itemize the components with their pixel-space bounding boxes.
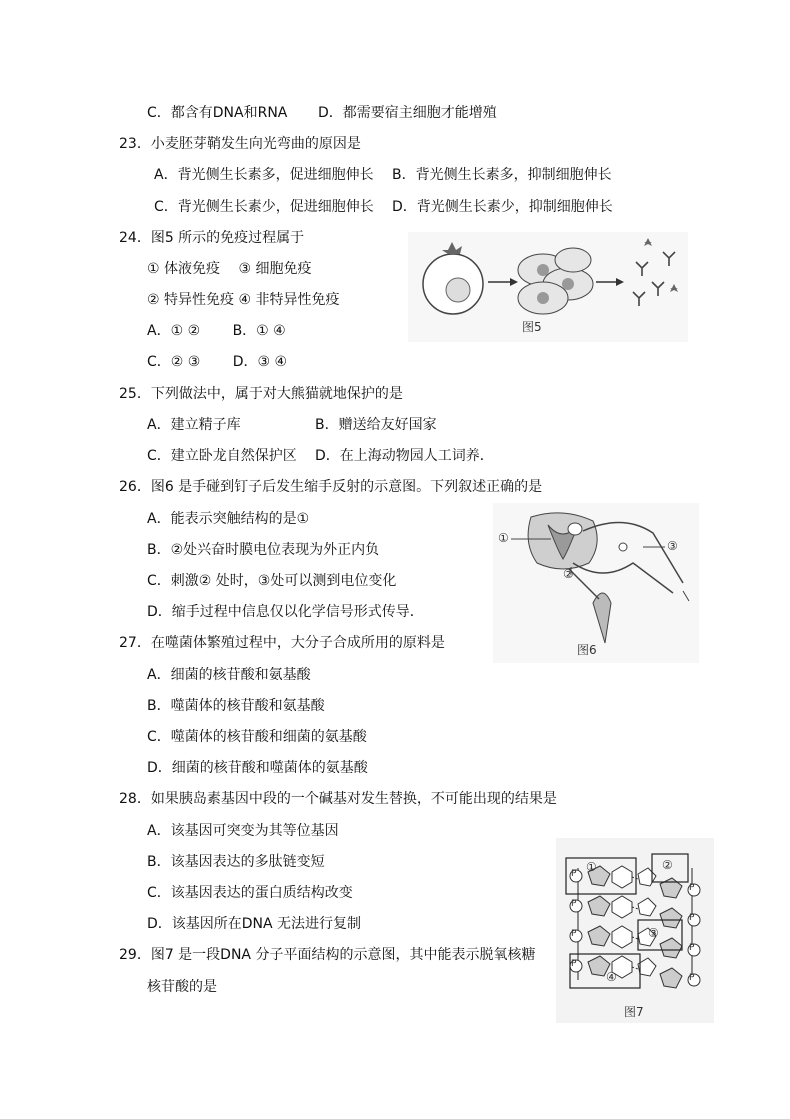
figure-7-drawing xyxy=(556,838,714,1023)
figure-7-p-2: P xyxy=(571,899,577,909)
q27-option-b: B．噬菌体的核苷酸和氨基酸 xyxy=(147,698,325,714)
q24-options-cd: C．② ③ D．③ ④ xyxy=(147,354,288,370)
q25-option-b: B．赠送给友好国家 xyxy=(315,417,437,433)
figure-5-caption: 图5 xyxy=(522,320,542,334)
figure-7-p-8: P xyxy=(689,973,695,983)
figure-7-caption: 图7 xyxy=(624,1005,644,1019)
q28-option-b: B．该基因表达的多肽链变短 xyxy=(147,854,325,870)
q23-option-b: B．背光侧生长素多，抑制细胞伸长 xyxy=(392,167,612,183)
q26-option-a: A．能表示突触结构的是① xyxy=(147,511,310,527)
figure-6 xyxy=(493,503,699,663)
q29-stem-cont: 核苷酸的是 xyxy=(147,979,217,995)
figure-6-caption: 图6 xyxy=(577,643,597,657)
q28-option-a: A．该基因可突变为其等位基因 xyxy=(147,823,339,839)
q24-options-ab: A．① ② B．① ④ xyxy=(147,323,286,339)
q25-option-d: D．在上海动物园人工词养． xyxy=(315,448,494,464)
q28-option-c: C．该基因表达的蛋白质结构改变 xyxy=(147,885,353,901)
figure-6-label-1: ① xyxy=(498,531,509,545)
figure-5-drawing xyxy=(408,232,688,342)
figure-7-p-6: P xyxy=(689,913,695,923)
figure-7-label-1: ① xyxy=(586,860,597,874)
figure-7-p-4: P xyxy=(571,959,577,969)
figure-7-label-2: ② xyxy=(662,858,673,872)
q28-stem: 28．如果胰岛素基因中段的一个碱基对发生替换，不可能出现的结果是 xyxy=(119,791,557,807)
q26-option-d: D．缩手过程中信息仅以化学信号形式传导． xyxy=(147,604,424,620)
figure-7-label-3: ③ xyxy=(648,926,659,940)
q26-option-b: B．②处兴奋时膜电位表现为外正内负 xyxy=(147,542,380,558)
q25-option-a: A．建立精子库 xyxy=(147,417,241,433)
q27-option-a: A．细菌的核苷酸和氨基酸 xyxy=(147,667,311,683)
figure-7-p-5: P xyxy=(689,883,695,893)
figure-6-label-3: ③ xyxy=(667,539,678,553)
q23-option-c: C．背光侧生长素少，促进细胞伸长 xyxy=(154,199,374,215)
q25-stem: 25．下列做法中，属于对大熊猫就地保护的是 xyxy=(119,386,403,402)
figure-6-label-2: ② xyxy=(563,567,574,581)
q26-stem: 26．图6 是手碰到钉子后发生缩手反射的示意图。下列叙述正确的是 xyxy=(119,479,543,495)
figure-7 xyxy=(556,838,714,1023)
figure-6-drawing xyxy=(493,503,699,663)
q26-option-c: C．刺激② 处时，③处可以测到电位变化 xyxy=(147,573,397,589)
figure-7-label-4: ④ xyxy=(606,970,617,984)
q28-option-d: D．该基因所在DNA 无法进行复制 xyxy=(147,916,362,932)
figure-7-p-7: P xyxy=(689,943,695,953)
q24-item-1: ① 体液免疫 ③ 细胞免疫 xyxy=(147,261,312,277)
q24-stem: 24．图5 所示的免疫过程属于 xyxy=(119,230,305,246)
q27-option-c: C．噬菌体的核苷酸和细菌的氨基酸 xyxy=(147,729,367,745)
q24-item-2: ② 特异性免疫 ④ 非特异性免疫 xyxy=(147,292,340,308)
q27-option-d: D．细菌的核苷酸和噬菌体的氨基酸 xyxy=(147,760,368,776)
q25-option-c: C．建立卧龙自然保护区 xyxy=(147,448,297,464)
figure-7-p-1: P xyxy=(571,869,577,879)
q29-stem: 29．图7 是一段DNA 分子平面结构的示意图，其中能表示脱氧核糖 xyxy=(119,947,536,963)
q23-option-d: D．背光侧生长素少，抑制细胞伸长 xyxy=(392,199,613,215)
q22-option-c: C．都含有DNA和RNA xyxy=(147,105,288,121)
q23-stem: 23．小麦胚芽鞘发生向光弯曲的原因是 xyxy=(119,136,361,152)
q27-stem: 27．在噬菌体繁殖过程中，大分子合成所用的原料是 xyxy=(119,635,445,651)
q23-option-a: A．背光侧生长素多，促进细胞伸长 xyxy=(154,167,374,183)
q22-option-d: D．都需要宿主细胞才能增殖 xyxy=(318,105,497,121)
figure-5 xyxy=(408,232,688,342)
figure-7-p-3: P xyxy=(571,929,577,939)
